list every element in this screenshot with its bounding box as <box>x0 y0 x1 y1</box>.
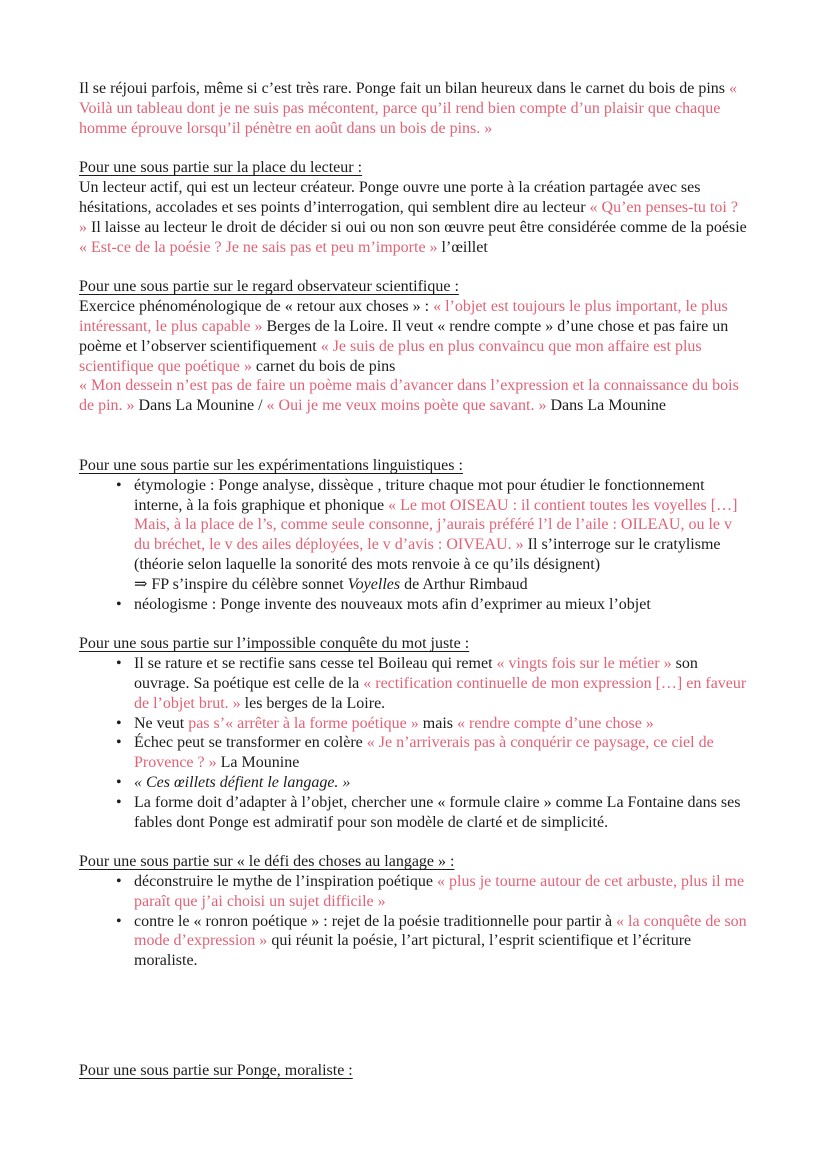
text-run: les berges de la Loire. <box>240 694 386 712</box>
text-run: Il laisse au lecteur le droit de décider si oui ou non son œuvre peut être considérée comme de la poésie <box>87 218 747 236</box>
text-run: Ne veut <box>134 714 189 732</box>
section-heading-text: Pour une sous partie sur les expérimentations linguistiques : <box>79 456 463 474</box>
quoted-text-run: « Voilà un tableau dont je ne suis pas mécontent, parce qu’il rend bien compte d’un plaisir que chaque homme éprouve lorsqu’il pénètre en août dans un bois de pins. » <box>79 80 738 137</box>
text-run: Échec peut se transformer en colère <box>134 734 367 752</box>
text-run: « Ces œillets défient le langage. » <box>134 773 351 791</box>
bullet-list <box>79 476 749 615</box>
paragraph <box>79 178 749 257</box>
text-run: Berges de la Loire. Il veut « rendre compte » d’une chose et pas faire un poème et l’observer scientifiquement <box>79 317 729 355</box>
bullet-item <box>79 733 749 773</box>
bullet-list <box>79 872 749 971</box>
document-content <box>79 79 749 1081</box>
section-heading-text: Pour une sous partie sur la place du lecteur : <box>79 159 363 177</box>
text-run: de Arthur Rimbaud <box>400 575 528 593</box>
text-run: étymologie : Ponge analyse, dissèque , triture chaque mot pour étudier le fonctionnement interne, à la fois graphique et phonique <box>134 476 705 514</box>
bullet-item <box>79 872 749 912</box>
text-run: Exercice phénoménologique de « retour aux choses » : <box>79 298 434 316</box>
section-heading-text: Pour une sous partie sur Ponge, moraliste : <box>79 1062 353 1080</box>
section-heading-text: Pour une sous partie sur le regard observateur scientifique : <box>79 278 459 296</box>
text-run: Dans La Mounine / <box>134 397 267 415</box>
section-heading <box>79 277 749 297</box>
quoted-text-run: « Je suis de plus en plus convaincu que mon affaire est plus scientifique que poétique » <box>79 337 702 375</box>
quoted-text-run: « rectification continuelle de mon expression […] en faveur de l’objet brut. » <box>134 674 747 712</box>
quoted-text-run: « l’objet est toujours le plus important, le plus intéressant, le plus capable » <box>79 298 728 335</box>
bullet-item <box>79 476 749 595</box>
text-run: mais <box>418 714 457 732</box>
bullet-item <box>79 654 749 713</box>
paragraph <box>79 297 749 416</box>
paragraph <box>79 79 749 138</box>
text-run: l’œillet <box>437 238 488 256</box>
bullet-item <box>79 714 749 734</box>
section-heading <box>79 1061 749 1081</box>
quoted-text-run: « la conquête de son mode d’expression » <box>134 912 747 950</box>
text-run: Voyelles <box>347 575 401 593</box>
bullet-item <box>79 912 749 971</box>
quoted-text-run: « rendre compte d’une chose » <box>456 714 654 732</box>
quoted-text-run: « vingts fois sur le métier » <box>496 655 672 673</box>
text-run: Il se rature et se rectifie sans cesse tel Boileau qui remet <box>134 655 497 673</box>
quoted-text-run: « Je n’arriverais pas à conquérir ce paysage, ce ciel de Provence ? » <box>134 734 714 772</box>
text-run: Il se réjoui parfois, même si c’est très rare. Ponge fait un bilan heureux dans le carnet du bois de pins <box>79 80 730 97</box>
section-heading <box>79 158 749 178</box>
quoted-text-run: « plus je tourne autour de cet arbuste, plus il me paraît que j’ai choisi un sujet difficile » <box>134 873 745 910</box>
quoted-text-run: « Qu’en penses-tu toi ? » <box>79 198 738 236</box>
bullet-item <box>79 793 749 833</box>
quoted-text-run: « Oui je me veux moins poète que savant. » <box>266 397 547 415</box>
text-run: son ouvrage. Sa poétique est celle de la <box>134 655 698 692</box>
bullet-item <box>79 595 749 615</box>
text-run: déconstruire le mythe de l’inspiration poétique <box>134 873 438 891</box>
quoted-text-run: pas s’« arrêter à la forme poétique » <box>188 714 419 732</box>
bullet-list <box>79 654 749 832</box>
section-heading <box>79 456 749 476</box>
text-run: qui réunit la poésie, l’art pictural, l’esprit scientifique et l’écriture moraliste. <box>134 932 692 970</box>
text-run: Dans La Mounine <box>546 397 666 415</box>
section-heading-text: Pour une sous partie sur « le défi des choses au langage » : <box>79 853 455 871</box>
quoted-text-run: « Mon dessein n’est pas de faire un poème mais d’avancer dans l’expression et la connaissance du bois de pin. » <box>79 377 739 415</box>
text-run: contre le « ronron poétique » : rejet de la poésie traditionnelle pour partir à <box>134 912 617 930</box>
text-run: néologisme : Ponge invente des nouveaux mots afin d’exprimer au mieux l’objet <box>134 595 651 613</box>
section-heading <box>79 852 749 872</box>
quoted-text-run: « Le mot OISEAU : il contient toutes les voyelles […] Mais, à la place de l’s, comme seule consonne, j’aurais préféré l’l de l’aile : OILEAU, ou le v du bréchet, le v des ailes déployées, le v d’avis : OIVEAU. » <box>134 496 738 554</box>
text-run: Un lecteur actif, qui est un lecteur créateur. Ponge ouvre une porte à la création partagée avec ses hésitations, accolades et ses points d’interrogation, qui semblent dire au lecteur <box>79 179 701 216</box>
quoted-text-run: « Est-ce de la poésie ? Je ne sais pas et peu m’importe » <box>79 238 438 256</box>
text-run: Il s’interroge sur le cratylisme (théorie selon laquelle la sonorité des mots renvoie à ce qu’ils désignent) <box>134 536 721 573</box>
text-run: carnet du bois de pins <box>251 357 396 375</box>
text-run: La forme doit d’adapter à l’objet, chercher une « formule claire » comme La Fontaine dans ses fables dont Ponge est admiratif pour son modèle de clarté et de simplicité. <box>134 793 741 831</box>
text-run: ⇒ FP s’inspire du célèbre sonnet <box>134 575 348 593</box>
section-heading-text: Pour une sous partie sur l’impossible conquête du mot juste : <box>79 635 470 653</box>
text-run: La Mounine <box>216 754 300 772</box>
bullet-item <box>79 773 749 793</box>
section-heading <box>79 634 749 654</box>
